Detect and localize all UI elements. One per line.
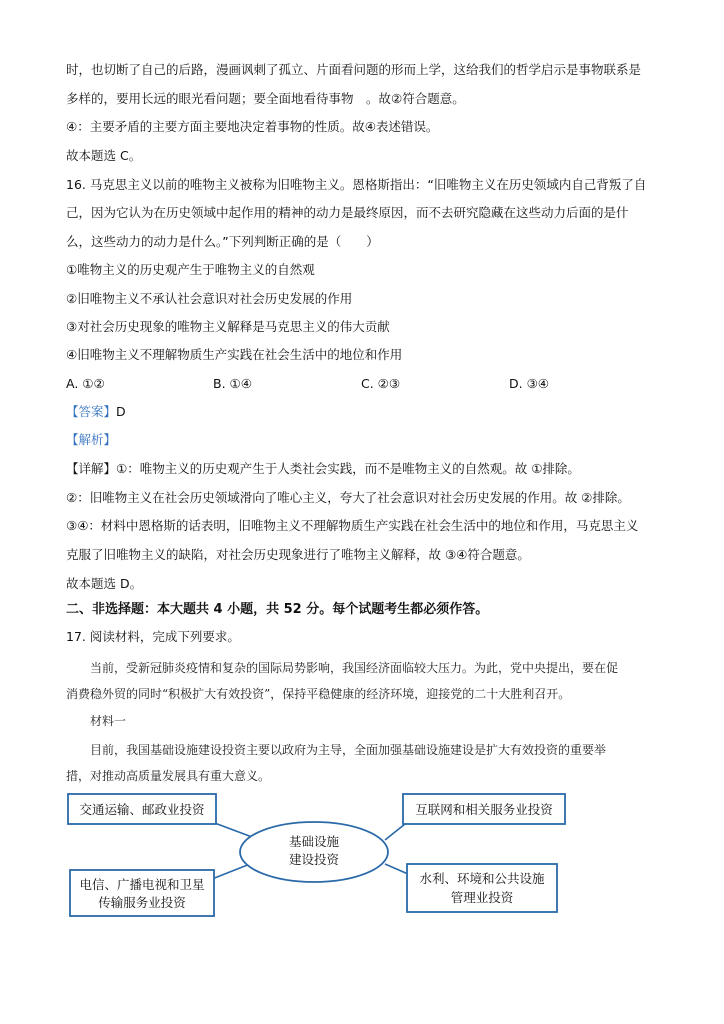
answer-value: D [116,404,126,419]
box-transport-label: 交通运输、邮政业投资 [79,802,205,817]
q16-conclusion: 故本题选 D。 [66,576,143,591]
q16-stem-line-2: 己，因为它认为在历史领域中起作用的精神的动力是最终原因，而不去研究隐藏在这些动力后面的是什 [66,205,629,220]
connector-bottom-right [385,864,408,874]
prev-answer-line-1: 时，也切断了自己的后路，漫画讽刺了孤立、片面看问题的形而上学，这给我们的哲学启示是事物联系是 [66,62,642,77]
q16-statement-3: ③对社会历史现象的唯物主义解释是马克思主义的伟大贡献 [66,319,390,334]
prev-answer-line-3: ④：主要矛盾的主要方面主要地决定着事物的性质。故④表述错误。 [66,119,439,134]
analysis-tag: 【解析】 [66,432,117,447]
answer-tag: 【答案】 [66,404,117,419]
q16-statement-1: ①唯物主义的历史观产生于唯物主义的自然观 [66,262,315,277]
box-water-environment-label-1: 水利、环境和公共设施 [419,871,545,886]
connector-bottom-left [212,864,250,879]
detail-tag: 【详解】 [66,461,117,476]
center-label-line-2: 建设投资 [288,852,340,867]
q17-paragraph-2a: 目前，我国基础设施建设投资主要以政府为主导，全面加强基础设施建设是扩大有效投资的重要举 [90,743,607,757]
explanation-text-1: ①：唯物主义的历史观产生于人类社会实践，而不是唯物主义的自然观。故 ①排除。 [116,461,580,476]
q16-explanation-3: ③④：材料中恩格斯的话表明，旧唯物主义不理解物质生产实践在社会生活中的地位和作用，马克思主义 [66,518,639,533]
q16-stem-line-1: 16. 马克思主义以前的唯物主义被称为旧唯物主义。恩格斯指出：“旧唯物主义在历史领域内自己背叛了自 [66,177,647,192]
q17-paragraph-1b: 消费稳外贸的同时“积极扩大有效投资”，保持平稳健康的经济环境，迎接党的二十大胜利召开。 [66,687,571,701]
q17-stem: 17. 阅读材料，完成下列要求。 [66,629,240,644]
prev-answer-conclusion: 故本题选 C。 [66,148,142,163]
q16-stem-line-3: 么，这些动力的动力是什么。”下列判断正确的是（ ） [66,234,379,249]
prev-answer-line-2: 多样的，要用长远的眼光看问题；要全面地看待事物 。故②符合题意。 [66,91,465,106]
center-label-line-1: 基础设施 [288,834,340,849]
q16-explanation-2: ②：旧唯物主义在社会历史领域滑向了唯心主义，夸大了社会意识对社会历史发展的作用。故 ②排除。 [66,490,630,505]
section-2-title: 二、非选择题：本大题共 4 小题，共 52 分。每个试题考生都必须作答。 [66,602,489,617]
q16-statement-4: ④旧唯物主义不理解物质生产实践在社会生活中的地位和作用 [66,347,403,362]
box-internet-label: 互联网和相关服务业投资 [415,802,553,817]
q16-option-c: C. ②③ [361,376,401,391]
q16-explanation-4: 克服了旧唯物主义的缺陷，对社会历史现象进行了唯物主义解释，故 ③④符合题意。 [66,547,530,562]
connector-top-right [385,824,405,840]
q17-paragraph-1a: 当前，受新冠肺炎疫情和复杂的国际局势影响，我国经济面临较大压力。为此，党中央提出，要在促 [90,661,619,675]
q16-answer-row [66,404,126,420]
infrastructure-investment-diagram [60,782,580,922]
q16-option-d: D. ③④ [509,376,549,391]
material-1-label: 材料一 [90,714,127,728]
q17-paragraph-2b: 措，对推动高质量发展具有重大意义。 [66,769,271,783]
box-telecom-label-1: 电信、广播电视和卫星 [79,877,205,892]
q16-statement-2: ②旧唯物主义不承认社会意识对社会历史发展的作用 [66,291,353,306]
q16-explanation-1 [66,461,580,477]
q16-option-a: A. ①② [66,376,105,391]
q16-option-b: B. ①④ [213,376,252,391]
box-telecom-label-2: 传输服务业投资 [98,895,186,910]
box-water-environment-label-2: 管理业投资 [450,890,514,905]
